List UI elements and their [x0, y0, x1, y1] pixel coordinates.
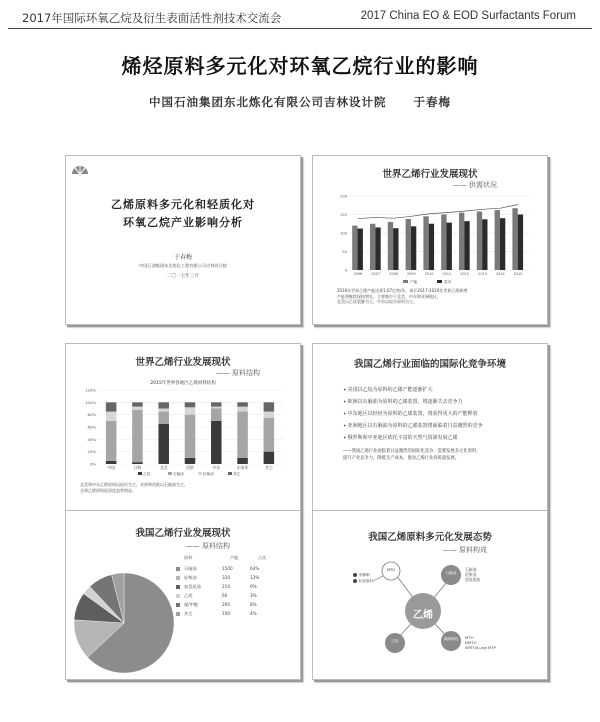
y-tick-label: 20% [87, 449, 96, 455]
slide-2-subtitle: —— 供需状况 [453, 180, 497, 190]
table-row [176, 591, 294, 600]
bar-需求 [358, 229, 363, 270]
legend-swatch [176, 567, 180, 571]
legend-swatch [138, 472, 142, 475]
bar-产能 [352, 226, 357, 270]
list-item: MTO [465, 635, 474, 640]
y-tick-label: 0 [344, 268, 347, 273]
list-item: 轻柴油 [465, 572, 477, 577]
slide-3-subtitle: —— 原料结构 [216, 368, 260, 378]
author-line [0, 94, 600, 110]
bar-segment-其它 [264, 402, 275, 411]
x-tick-label: 2015 [513, 272, 523, 276]
legend-label: 产能 [410, 280, 418, 284]
slide-4-notes [343, 448, 543, 462]
table-cell: 320 [222, 575, 230, 580]
list-item: 石脑油 [465, 567, 477, 572]
legend-swatch [437, 280, 442, 283]
legend-swatch [176, 612, 180, 616]
bar-segment-其它 [237, 402, 248, 406]
slide-4-bullet: ✦ 欧洲以石脑油为原料的乙烯装置，将逐渐失去竞争力 [343, 398, 463, 405]
slide-1-org: 中国石油集团东北炼化工程有限公司吉林设计院 [139, 263, 227, 268]
slide-6-title: 我国乙烯原料多元化发展态势 [368, 532, 492, 543]
bar-segment-乙烷 [264, 452, 275, 464]
page-header [8, 6, 592, 29]
slide-5-col1: 原料 [184, 555, 193, 560]
bar-产能 [495, 210, 500, 270]
x-tick-label: 2012 [460, 272, 470, 276]
node-label: MTO [386, 568, 396, 572]
company-logo-icon [70, 162, 90, 176]
x-tick-label: 西欧 [186, 465, 194, 470]
y-tick-label: 80% [87, 412, 96, 418]
header-right: 2017 China EO & EOD Surfactants Forum [360, 10, 576, 22]
table-cell: 3% [250, 593, 257, 598]
table-cell: 100 [222, 611, 230, 616]
legend-swatch [176, 576, 180, 580]
author-name: 于春梅 [413, 95, 451, 109]
bar-产能 [388, 222, 393, 270]
slide-3-note2: 全球乙烯原料轻质化趋势明显。 [80, 487, 136, 493]
bar-需求 [464, 221, 469, 270]
table-cell: 200 [222, 602, 230, 607]
slide-4-title: 我国乙烯行业面临的国际化竞争环境 [353, 359, 506, 370]
feedstock-pie-chart [72, 571, 176, 675]
legend-swatch [403, 280, 408, 283]
slide-1-date: 二〇一七年三月 [166, 274, 200, 279]
x-tick-label: 2007 [371, 272, 381, 276]
x-tick-label: 中国 [107, 465, 115, 470]
header-left: 2017年国际环氧乙烷及衍生表面活性剂技术交流会 [22, 11, 282, 25]
list-item: 加氢尾油 [465, 577, 481, 582]
bar-需求 [482, 219, 487, 270]
table-cell: 轻柴油 [184, 574, 197, 580]
bar-segment-石脑油 [264, 418, 275, 452]
bar-segment-乙烷 [158, 424, 169, 464]
y-tick-label: 100% [85, 399, 96, 405]
bar-产能 [370, 224, 375, 270]
bar-需求 [375, 227, 380, 270]
slide-1 [65, 155, 301, 325]
feedstock-diagram [313, 511, 547, 679]
table-cell: 加氢尾油 [184, 583, 201, 589]
table-cell: 其它 [184, 610, 193, 616]
bar-需求 [447, 223, 452, 270]
bar-segment-石脑油 [106, 421, 117, 461]
x-tick-label: 2011 [442, 272, 452, 276]
slide-5-subtitle: —— 原料结构 [186, 541, 230, 551]
legend-swatch [228, 472, 232, 475]
slide-4-bullet: ✦ 俄罗斯和中亚地区依托丰富的天然气资源发展乙烯 [343, 434, 458, 441]
y-tick-label: 120% [85, 387, 96, 393]
legend-label: 乙烷 [143, 472, 151, 476]
node-label: 甲醇制 [359, 573, 370, 577]
slide-2-title: 世界乙烯行业发展现状 [382, 169, 478, 180]
bar-产能 [441, 215, 446, 271]
author-org: 中国石油集团东北炼化有限公司吉林设计院 [148, 95, 387, 109]
slide-3 [65, 343, 301, 513]
bar-segment-石脑油 [211, 409, 222, 421]
table-row [176, 564, 294, 573]
table-row [176, 573, 294, 582]
bar-segment-石脑油 [132, 410, 143, 462]
y-tick-label: 150 [340, 213, 347, 217]
slide-2-note1: 2016年世界乙烯产能达到1.67亿吨/年，预计2017-2020年世界乙烯新增 [337, 288, 468, 293]
x-tick-label: 其它 [265, 465, 273, 470]
bar-segment-其它 [132, 402, 143, 406]
table-row [176, 600, 294, 609]
slide-3-notes [80, 482, 290, 493]
bar-segment-石脑油 [185, 415, 196, 458]
table-cell: 乙烷 [184, 592, 193, 598]
bar-产能 [459, 213, 464, 270]
slide-4-note2: 提升产业竞争力，降低生产成本，推动乙烯行业高质量发展。 [343, 456, 460, 461]
table-cell: 13% [250, 575, 260, 580]
x-tick-label: 2014 [495, 272, 505, 276]
legend-swatch [176, 594, 180, 598]
page-title: 烯烃原料多元化对环氧乙烷行业的影响 [121, 54, 479, 78]
bar-需求 [500, 218, 505, 270]
slide-5-table [176, 555, 294, 618]
y-tick-label: 50 [342, 250, 347, 254]
y-tick-label: 60% [87, 424, 96, 430]
slide-1-title-line2: 环氧乙烷产业影响分析 [123, 216, 243, 229]
slide-3-chart-title: 2015年世界各地区乙烯原料结构 [150, 381, 216, 386]
bar-segment-其它 [185, 402, 196, 407]
bar-segment-轻柴油 [264, 412, 275, 418]
legend-swatch [168, 472, 172, 475]
bar-segment-轻柴油 [185, 407, 196, 414]
slide-5-col2: 产能 [230, 555, 239, 560]
slide-2-note3: 北美以乙烷裂解为主，中东以轻烃原料为主。 [337, 299, 417, 304]
slide-4 [312, 343, 548, 513]
x-tick-label: 2006 [353, 272, 363, 276]
slide-1-title [66, 196, 300, 232]
bar-需求 [429, 224, 434, 270]
slide-5-table-header [176, 555, 294, 561]
list-1 [465, 567, 480, 582]
legend-swatch [176, 585, 180, 589]
node-label: 石脑油 [445, 571, 457, 575]
table-cell: 石脑油 [184, 565, 197, 571]
legend-swatch [198, 472, 202, 475]
x-tick-label: 2008 [389, 272, 398, 276]
x-tick-label: 2009 [406, 272, 416, 276]
legend-label: 其它 [233, 472, 241, 476]
slide-6-subtitle: —— 原料构成 [443, 545, 487, 555]
list-2 [465, 635, 496, 650]
bar-segment-轻柴油 [106, 412, 117, 421]
bar-segment-乙烷 [237, 458, 248, 464]
bar-segment-其它 [106, 402, 117, 411]
bar-产能 [423, 216, 428, 270]
table-row [176, 582, 294, 591]
table-cell: 1500 [222, 566, 233, 571]
list-item: SMTO/Lurgi MTP [465, 645, 496, 650]
bar-segment-乙烷 [106, 461, 117, 464]
slide-3-title: 世界乙烯行业发展现状 [135, 357, 231, 368]
bar-segment-其它 [211, 402, 222, 406]
slide-2-note2: 产能将继续保持增长，主要集中于北美、中东和亚洲地区， [337, 293, 441, 299]
table-cell: 9% [250, 584, 257, 589]
bar-segment-其它 [158, 402, 169, 408]
legend-label: 石脑油 [173, 472, 184, 476]
y-tick-label: 40% [87, 436, 96, 442]
x-tick-label: 北美 [159, 465, 168, 470]
bar-segment-乙烷 [132, 462, 143, 464]
slide-6 [312, 510, 548, 680]
bar-产能 [512, 208, 517, 270]
slide-2-notes [337, 288, 537, 305]
bar-segment-轻柴油 [211, 407, 222, 409]
bar-需求 [518, 215, 523, 271]
list-item: DMTO [465, 640, 477, 645]
slide-4-bullet: ✦ 美国以乙烷为原料的乙烯产能逐渐扩大 [343, 386, 433, 393]
y-tick-label: 0% [89, 461, 96, 467]
slide-4-note1: ——我国乙烯行业面临着日益激烈的国际化竞争，需要发展多元化原料， [343, 449, 481, 454]
bar-产能 [477, 212, 482, 270]
x-tick-label: 2010 [424, 272, 434, 276]
x-tick-label: 2013 [478, 272, 487, 276]
bar-segment-轻柴油 [237, 407, 248, 412]
legend-label: 轻柴油 [203, 472, 214, 476]
trend-line [358, 205, 518, 219]
y-tick-label: 200 [340, 194, 347, 199]
y-tick-label: 100 [340, 231, 347, 236]
slide-4-bullet: ✦ 亚洲地区以石脑油为原料的乙烯装置将面临着日益激烈的竞争 [343, 422, 483, 429]
table-cell: 60 [222, 593, 228, 598]
bar-segment-轻柴油 [158, 409, 169, 412]
slide-5 [65, 510, 301, 680]
bar-segment-石脑油 [237, 412, 248, 458]
x-tick-label: 日韩 [133, 465, 142, 470]
slide-1-title-line1: 乙烯原料多元化和轻质化对 [111, 198, 255, 211]
bar-segment-乙烷 [185, 458, 196, 464]
bar-产能 [406, 219, 411, 270]
x-tick-label: 东南亚 [236, 465, 249, 470]
node-label: 轻烃原料 [359, 579, 373, 583]
bar-需求 [411, 226, 416, 270]
slide-3-note1: 北美和中东乙烯原料以轻烃为主，亚洲和西欧以石脑油为主， [80, 482, 188, 487]
table-cell: 煤/甲醇 [184, 601, 198, 607]
node-label: 乙烷 [391, 639, 399, 643]
node-label: 煤制烯烃 [443, 637, 459, 641]
table-cell: 210 [222, 584, 230, 589]
bar-需求 [393, 228, 398, 270]
legend-label: 需求 [444, 280, 452, 284]
x-tick-label: 中东 [212, 465, 221, 470]
table-cell: 4% [250, 611, 257, 616]
table-cell: 63% [250, 566, 260, 571]
slide-2 [312, 155, 548, 325]
slide-1-author: 于春梅 [173, 254, 192, 261]
slide-5-title: 我国乙烯行业发展现状 [135, 528, 231, 539]
bar-segment-石脑油 [158, 412, 169, 424]
slide-4-bullet: ✦ 中东地区以轻烃为原料的乙烯装置，将获得更大的产能释放 [343, 410, 478, 417]
bar-segment-乙烷 [211, 421, 222, 464]
supply-demand-chart [329, 190, 533, 288]
table-row [176, 609, 294, 618]
slide-5-col3: 占比 [258, 555, 267, 560]
table-cell: 8% [250, 602, 257, 607]
center-label: 乙烯 [413, 610, 433, 621]
feedstock-structure-chart [76, 386, 290, 478]
bar-segment-轻柴油 [132, 407, 143, 410]
legend-swatch [176, 603, 180, 607]
